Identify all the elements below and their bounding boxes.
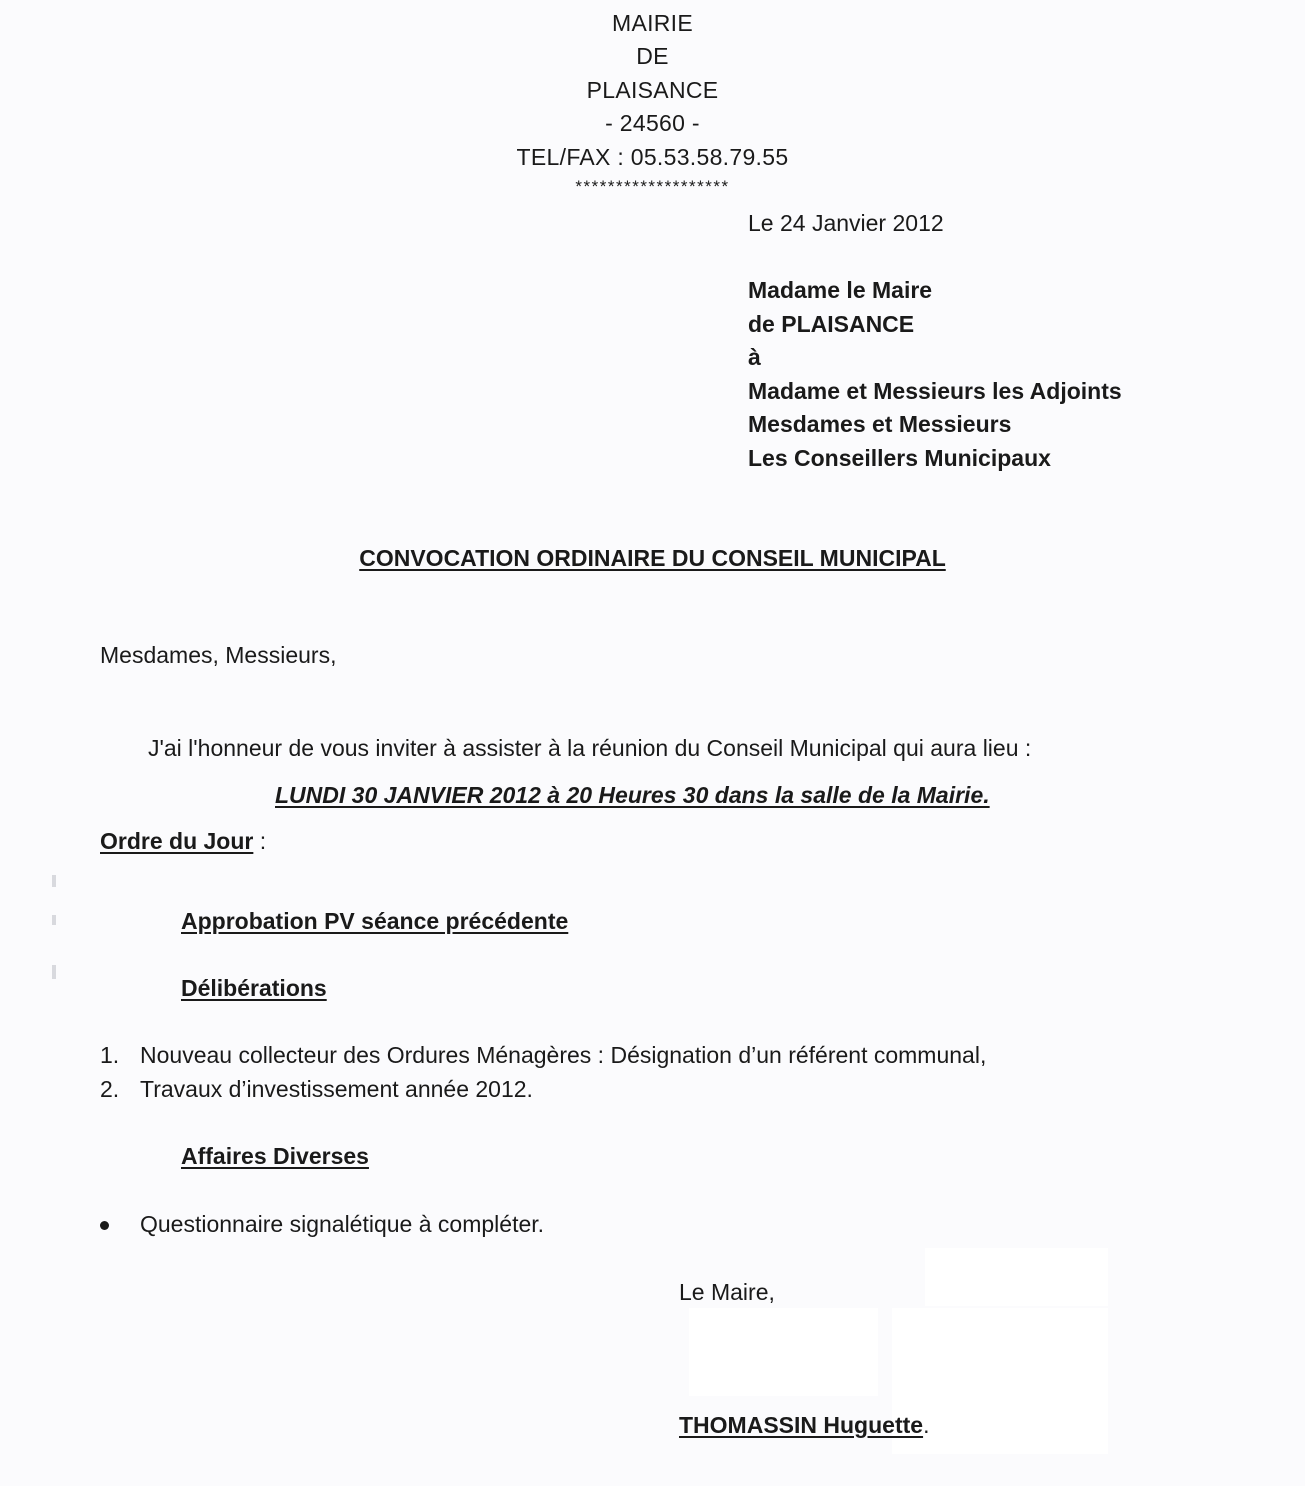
- letter-date: Le 24 Janvier 2012: [748, 210, 944, 236]
- agenda-section-approval: Approbation PV séance précédente: [181, 908, 569, 934]
- sender-line: de PLAISANCE: [748, 311, 915, 337]
- sender-line: Madame le Maire: [748, 277, 933, 303]
- sender-line: à: [748, 344, 761, 370]
- recipient-line: Madame et Messieurs les Adjoints: [748, 378, 1122, 404]
- list-item: Travaux d’investissement année 2012.: [140, 1076, 533, 1102]
- agenda-section-deliberations: Délibérations: [181, 975, 327, 1001]
- header-de: DE: [636, 43, 669, 69]
- list-item-number: 2.: [100, 1076, 120, 1102]
- header-mairie: MAIRIE: [611, 10, 694, 36]
- scan-artifact: [52, 965, 56, 979]
- agenda-heading-colon: :: [253, 828, 267, 854]
- agenda-section-misc: Affaires Diverses: [181, 1143, 369, 1169]
- scan-artifact: [52, 875, 56, 887]
- salutation: Mesdames, Messieurs,: [100, 642, 337, 668]
- header-town: PLAISANCE: [586, 77, 719, 103]
- bullet-icon: [100, 1221, 109, 1230]
- scan-artifact: [52, 915, 56, 925]
- list-item: Nouveau collecteur des Ordures Ménagères : Désignation d’un référent communal,: [140, 1042, 987, 1068]
- signature-name: THOMASSIN Huguette: [679, 1412, 924, 1438]
- signature-name-line: [679, 1410, 929, 1440]
- redaction-box: [925, 1248, 1108, 1306]
- agenda-heading: Ordre du Jour: [100, 828, 254, 854]
- recipient-line: Mesdames et Messieurs: [748, 411, 1012, 437]
- signature-period: .: [923, 1412, 930, 1438]
- header-separator: *******************: [575, 177, 730, 196]
- header-postcode: - 24560 -: [605, 110, 700, 136]
- recipient-line: Les Conseillers Municipaux: [748, 445, 1051, 471]
- document-title: CONVOCATION ORDINAIRE DU CONSEIL MUNICIPAL: [359, 545, 946, 571]
- agenda-heading-line: [100, 826, 266, 856]
- signature-title: Le Maire,: [679, 1279, 775, 1305]
- list-item-number: 1.: [100, 1042, 120, 1068]
- bullet-item: Questionnaire signalétique à compléter.: [140, 1211, 545, 1237]
- invitation-text: J'ai l'honneur de vous inviter à assister à la réunion du Conseil Municipal qui aura lieu :: [148, 735, 1032, 761]
- header-phone: TEL/FAX : 05.53.58.79.55: [516, 144, 789, 170]
- redaction-box: [689, 1308, 878, 1396]
- meeting-datetime: LUNDI 30 JANVIER 2012 à 20 Heures 30 dans la salle de la Mairie.: [275, 782, 990, 808]
